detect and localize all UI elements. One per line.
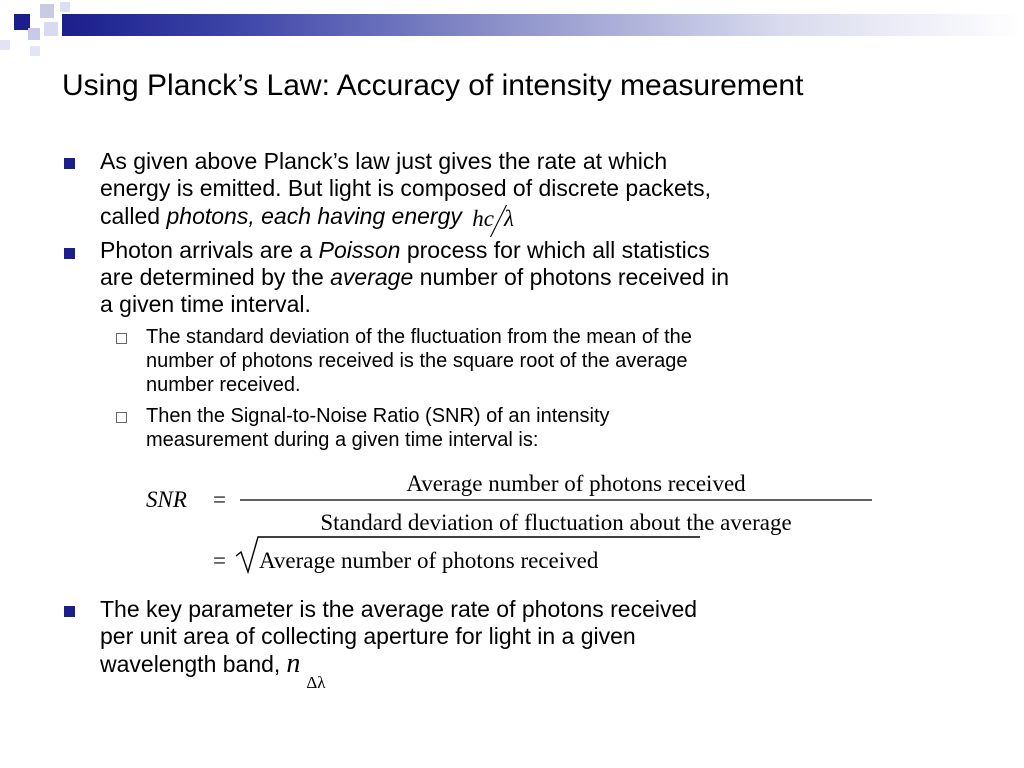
fraction-numerator: Average number of photons received: [406, 471, 746, 496]
symbol-n: n: [286, 648, 301, 679]
header-gradient-bar: [62, 14, 1024, 36]
decorative-square: [0, 40, 10, 50]
sub-bullet-2-line-2: measurement during a given time interval is:: [146, 429, 539, 451]
sub-bullet-marker: [116, 333, 127, 344]
equals-sign-2: =: [213, 548, 226, 573]
equals-sign: =: [213, 487, 226, 512]
bullet-2-line-2: are determined by the average number of photons received in: [100, 264, 730, 290]
slide-title: Using Planck’s Law: Accuracy of intensity measurement: [62, 69, 804, 102]
sub-bullet-1-line-1: The standard deviation of the fluctuation from the mean of the: [146, 326, 692, 348]
decorative-square: [30, 46, 40, 56]
bullet-marker: [64, 158, 75, 169]
symbol-delta-lambda: Δλ: [306, 673, 326, 692]
bullet-3-line-2: per unit area of collecting aperture for light in a given: [100, 623, 636, 649]
decorative-square: [60, 2, 70, 12]
bullet-3-line-3: wavelength band, $n_{\Delta\lambda}$: [100, 648, 326, 692]
energy-formula: hc λ: [472, 206, 514, 231]
bullet-2-line-1: Photon arrivals are a Poisson process for which all statistics: [100, 237, 710, 263]
bullet-marker: [64, 248, 75, 259]
bullet-1-line-2: energy is emitted. But light is composed of discrete packets,: [100, 175, 712, 201]
snr-equation: [140, 462, 880, 582]
sub-bullet-2-line-1: Then the Signal-to-Noise Ratio (SNR) of an intensity: [146, 405, 610, 427]
decorative-square: [28, 28, 40, 40]
bullet-2-line-3: a given time interval.: [100, 291, 311, 317]
sub-bullet-1-line-3: number received.: [146, 374, 301, 396]
bullet-1-line-1: As given above Planck’s law just gives the rate at which: [100, 148, 668, 174]
bullet-3-line-1: The key parameter is the average rate of photons received: [100, 596, 698, 622]
snr-label: SNR: [146, 487, 187, 512]
sub-bullet-marker: [116, 412, 127, 423]
fraction-denominator: Standard deviation of fluctuation about the average: [320, 510, 792, 535]
sub-bullet-1-line-2: number of photons received is the square root of the average: [146, 350, 688, 372]
decorative-square: [40, 4, 54, 18]
decorative-square: [44, 22, 58, 36]
sqrt-term: Average number of photons received: [259, 548, 599, 573]
bullet-marker: [64, 606, 75, 617]
bullet-1-line-3: called photons, each having energy hc λ: [100, 202, 900, 232]
